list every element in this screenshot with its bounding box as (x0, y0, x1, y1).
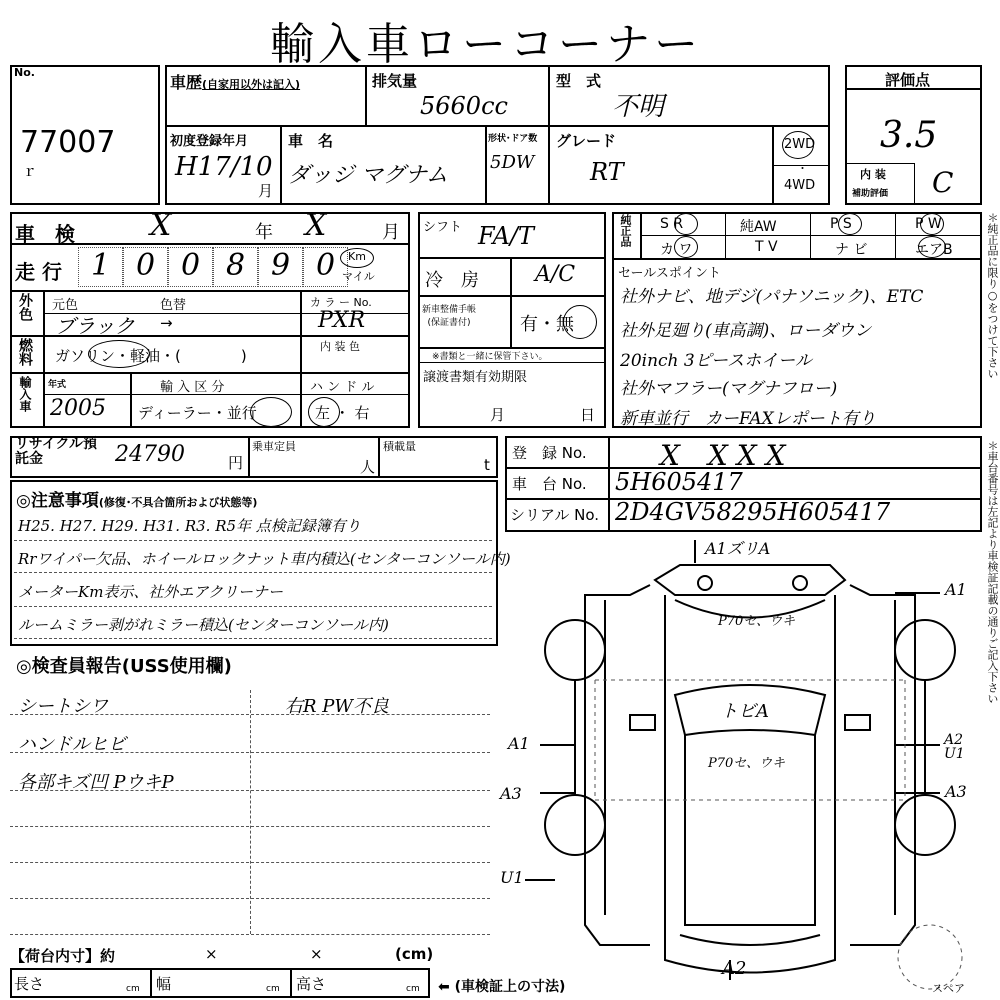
drive-2wd-circle (782, 131, 814, 159)
import-year-label: 年式 (48, 380, 67, 390)
model-value: 不明 (612, 92, 665, 122)
notes-line: Rrワイパー欠品、ホイールロックナット車内積込(センターコンソール内) (18, 550, 511, 568)
inspector-line: シートシワ (18, 696, 108, 717)
cargo-dims-box (10, 968, 430, 998)
parallel-circle (250, 397, 292, 427)
shift-value: FA/T (478, 222, 534, 250)
serial-label: シリアル No. (510, 506, 600, 524)
diagram-top-label: A1ズリA (705, 539, 771, 558)
shape-value: 5DW (490, 152, 535, 173)
inspection-year-value: X (150, 208, 172, 243)
sales-line: 20inch 3ピースホイール (620, 351, 812, 371)
sales-line: 社外足廻り(車高調)、ローダウン (620, 321, 872, 341)
page-title: 輸入車ローコーナー (270, 19, 702, 70)
mileage-digit: 0 (303, 247, 348, 287)
inspector-line: 各部キズ凹 PウキP (18, 772, 174, 793)
grade-value: RT (590, 158, 624, 186)
diagram-bottom-label: A2 (722, 958, 747, 979)
spare-label: スペア (932, 982, 965, 995)
diagram-windshield-label: トビA (720, 701, 769, 722)
equip-item: ナ ビ (835, 242, 868, 258)
history-label: 車歴(自家用以外は記入) (170, 73, 301, 92)
transfer-day: 日 (580, 406, 596, 424)
mileage-digits (78, 247, 348, 287)
mileage-digit: 1 (78, 247, 123, 287)
equip-item: カ ワ (660, 242, 693, 258)
cargo-height: 高さ (296, 975, 327, 993)
transfer-month: 月 (490, 406, 506, 424)
diagram-left3-label: U1 (500, 868, 524, 887)
color-side-label: 外色 (17, 293, 33, 321)
inspector-line: 右R PW不良 (285, 696, 389, 717)
inspection-month-unit: 月 (382, 222, 400, 243)
inspection-month-value: X (305, 208, 327, 243)
first-reg-label: 初度登録年月 (170, 134, 249, 149)
drive-dot: ・ (797, 162, 808, 175)
mileage-digit: 0 (168, 247, 213, 287)
manual-value: 有・無 (520, 314, 574, 335)
equip-item: T V (755, 239, 778, 255)
diagram-right1-label: A1 (945, 580, 967, 599)
notes-line: H25. H27. H29. H31. R3. R5年 点検記録簿有り (18, 517, 361, 535)
interior-label: 内 装 (860, 168, 886, 181)
load-label: 積載量 (383, 440, 416, 453)
mileage-unit-mile: マイル (342, 270, 375, 283)
equip-item: エアB (915, 242, 953, 258)
transfer-label: 譲渡書類有効期限 (423, 370, 528, 385)
equip-item: S R (660, 216, 684, 232)
diagram-hood-label: P70セ、ウキ (718, 614, 796, 629)
color-change-label: 色替 (160, 298, 187, 313)
displacement-label: 排気量 (372, 72, 418, 90)
mileage-km-circle (340, 248, 374, 268)
color-arrow: → (160, 314, 173, 332)
color-code-value: PXR (318, 308, 366, 333)
first-reg-value: H17/10 (175, 152, 273, 182)
cargo-width: 幅 (156, 975, 172, 993)
inspection-year-unit: 年 (255, 222, 273, 243)
fuel-value: ガソリン・軽油・( ) (55, 347, 247, 365)
car-name-label: 車 名 (288, 132, 334, 150)
interior-score-value: C (932, 166, 954, 199)
color-value: ブラック (55, 314, 135, 338)
fuel-gasoline-circle (88, 340, 150, 368)
diagram-left1-label: A1 (508, 734, 530, 753)
cargo-x2: × (310, 945, 323, 963)
inspection-label: 車 検 (15, 222, 75, 246)
equip-item: P S (830, 216, 852, 232)
interior-color-label: 内 装 色 (320, 340, 360, 353)
cargo-cm: (cm) (395, 945, 434, 963)
chassis-label: 車 台 No. (512, 475, 587, 493)
score-value: 3.5 (880, 115, 938, 156)
notes-line: ルームミラー剥がれミラー積込(センターコンソール内) (18, 616, 389, 634)
ac-value: A/C (535, 262, 576, 287)
color-orig-label: 元色 (52, 298, 79, 313)
score-label: 評価点 (885, 71, 931, 89)
fuel-side-label: 燃料 (17, 338, 33, 366)
cargo-note: ⬅ (車検証上の寸法) (438, 979, 566, 995)
ac-label: 冷 房 (425, 270, 479, 291)
drive-4wd: 4WD (784, 178, 816, 193)
cargo-label: 【荷台内寸】約 (10, 947, 116, 965)
equip-item: P W (915, 216, 942, 232)
sales-label: セールスポイント (618, 266, 721, 281)
lot-mark: ｒ (22, 162, 38, 180)
notes-line: メーターKm表示、社外エアクリーナー (18, 583, 283, 601)
manual-none-circle (563, 305, 597, 339)
mileage-unit-km: Km (348, 250, 366, 263)
arrow-left-icon: ⬅ (438, 979, 450, 995)
equip-ps-circle (838, 213, 862, 235)
lot-no-label: No. (14, 66, 35, 79)
chassis-value: 5H605417 (615, 468, 743, 496)
cargo-unit: cm (126, 984, 140, 994)
capacity-unit: 人 (360, 458, 376, 476)
cargo-unit: cm (406, 984, 420, 994)
import-kubun-label: 輸 入 区 分 (160, 380, 225, 395)
diagram-right3-label: A3 (945, 782, 967, 801)
equip-airbag-circle (918, 236, 946, 258)
diagram-right2-label: A2 U1 (944, 732, 965, 762)
equip-pw-circle (920, 213, 944, 235)
mileage-digit: 0 (123, 247, 168, 287)
shape-label: 形状･ドア数 (488, 134, 538, 144)
cargo-unit: cm (266, 984, 280, 994)
mileage-label: 走 行 (15, 260, 62, 284)
recycle-unit: 円 (228, 454, 244, 472)
model-label: 型 式 (556, 72, 602, 90)
manual-note: ※書類と一緒に保管下さい。 (432, 352, 548, 362)
sales-line: 社外ナビ、地デジ(パナソニック)、ETC (620, 287, 924, 307)
lot-number: 77007 (20, 125, 116, 160)
side-note: ＊純正品に限り○をつけて下さい (986, 212, 999, 379)
diagram-left2-label: A3 (500, 784, 522, 803)
diagram-roof-label: P70セ、ウキ (708, 756, 786, 771)
first-reg-unit: 月 (258, 182, 274, 200)
inspector-label: ◎検査員報告(USS使用欄) (16, 656, 232, 677)
import-kubun-value: ディーラー・並行 (138, 404, 257, 422)
sales-line: 社外マフラー(マグナフロー) (620, 379, 838, 399)
mileage-digit: 9 (258, 247, 303, 287)
left-hand-circle (308, 397, 340, 427)
reg-label: 登 録 No. (512, 444, 587, 462)
car-name-value: ダッジ マグナム (288, 163, 448, 188)
inspector-line: ハンドルヒビ (18, 734, 126, 755)
handle-value: 左 ・ 右 (315, 404, 370, 422)
recycle-label: リサイクル預託金 (15, 436, 98, 467)
import-year-value: 2005 (50, 396, 106, 421)
reg-value: X X X X (660, 439, 786, 472)
equip-item: 純AW (740, 219, 777, 235)
import-side-label: 輸入車 (18, 376, 32, 412)
recycle-value: 24790 (115, 442, 185, 467)
equip-sr-circle (674, 213, 698, 235)
mileage-digit: 8 (213, 247, 258, 287)
side-note: ＊車台番号は左記より車検証記載の通りご記入下さい (986, 440, 999, 704)
serial-value: 2D4GV58295H605417 (615, 498, 891, 526)
displacement-value: 5660cc (420, 92, 508, 120)
equip-cassette-circle (674, 236, 698, 258)
cargo-length: 長さ (14, 975, 45, 993)
handle-label: ハ ン ド ル (310, 380, 375, 395)
manual-label: 新車整備手帳 (保証書付) (422, 305, 477, 328)
notes-label: ◎注意事項(修復･不具合箇所および状態等) (16, 491, 258, 511)
capacity-label: 乗車定員 (252, 440, 296, 453)
cargo-x1: × (205, 945, 218, 963)
shift-label: シフト (423, 220, 463, 235)
sales-line: 新車並行 カーFAXレポート有り (620, 409, 876, 429)
grade-label: グレード (556, 132, 617, 150)
equip-side-label: 純正品 (619, 214, 632, 247)
load-unit: t (484, 456, 490, 474)
color-code-label: カ ラ ー No. (310, 296, 372, 309)
interior-sub-label: 補助評価 (852, 189, 889, 199)
drive-2wd: 2WD (784, 137, 816, 152)
